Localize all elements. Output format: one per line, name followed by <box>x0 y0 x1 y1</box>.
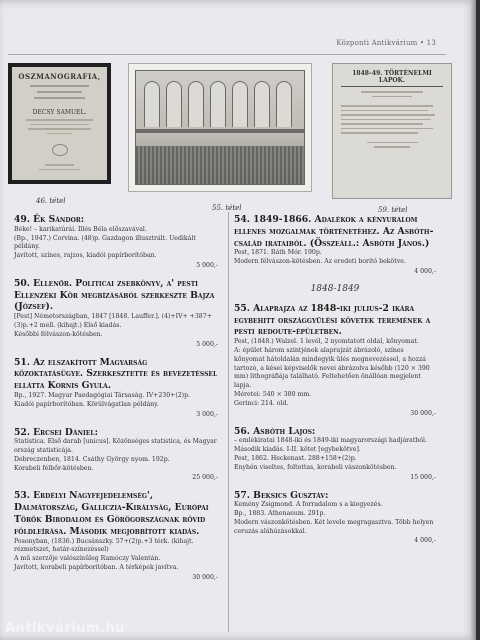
title-page-title: OSZMANOGRAFIA, <box>18 72 101 81</box>
page-fold <box>471 0 476 640</box>
entry-price: 30 000,- <box>192 573 218 581</box>
figure-55-assembly-hall <box>128 63 312 192</box>
entry-line: [Pest] Németországban, 1847 [1848. Lauffer.]. (4)+IV+ +387+(3)p.+2 mell. (kihajt.) Első kiadás. <box>14 313 212 330</box>
entry-line: Méretei: 540 × 380 mm. <box>234 390 312 398</box>
entry-line: Posonyban, (1836.) Bucsánszky. 57+(2)p.+3 térk. (kihajt. rézmetszet, határ-színezéssel) <box>14 537 194 554</box>
title-page-author: DECSY SAMUEL. <box>32 109 87 116</box>
entry-heading: 49. Ék Sándor: <box>14 214 85 225</box>
caption-55: 55. tétel <box>212 204 242 212</box>
entry-price: 5 000,- <box>196 261 218 269</box>
caption-59: 59. tétel <box>378 206 408 214</box>
entry-line: Modern vászonkötésben. Két levele megragasztva. Több helyen ceruzás aláhúzásokkal. <box>234 518 434 535</box>
entry-line: A: épület három szintjének alaprajzát ábrázoló, színes kőnyomat hátoldalán mindegyik ülés megnevezéssel, a hozzá tartozó, a kései képviselők nevei ábrázolva később (120 × 390 mm) lithográfiája található. Feltehetően önállóan megjelent lapja. <box>234 346 430 390</box>
running-head: Központi Antikvárium • 13 <box>336 39 436 47</box>
entry-line: Pest, (1848.) Walzel. 1 levél, 2 nyomtatott oldal, kőnyomat. <box>234 338 419 346</box>
catalog-entry-55 <box>234 303 436 417</box>
entry-line: Statistica. Első darab [unicus]. Közönséges statistica, és Magyar ország statisticája. <box>14 438 217 455</box>
entry-line: (Bp., 1947.) Corvina. (48)p. Gazdagon illusztrált. Uedikált példány. <box>14 234 196 251</box>
entry-price: 5 000,- <box>196 340 218 348</box>
newspaper-masthead: 1848–49. TÖRTÉNELMI LAPOK. <box>341 70 443 87</box>
catalog-entry-50 <box>14 278 218 348</box>
entry-price: 15 000,- <box>410 473 436 481</box>
catalog-entry-49 <box>14 214 218 269</box>
entry-heading: 50. Ellenőr. Politicai zsebkönyv, a' pesti Ellenzéki Kör megbízásából szerkeszte Bajza (József). <box>14 277 215 313</box>
entry-price: 25 000,- <box>192 474 218 482</box>
right-column <box>234 214 436 553</box>
entry-price: 4 000,- <box>414 537 436 545</box>
entry-line: Béke! – karikatúrái. Illés Béla előszavával. <box>14 225 147 233</box>
assembly-hall-engraving <box>135 70 305 185</box>
entry-line: A mű szerzője valószínűleg Ramóczy Valentán. <box>14 555 161 563</box>
column-divider <box>228 212 229 632</box>
entry-line: Javított, korabeli papírborítóban. A térképek javítva. <box>14 563 179 571</box>
entry-price: 3 000,- <box>196 410 218 418</box>
catalog-entry-56 <box>234 426 436 481</box>
catalog-entry-54 <box>234 214 436 275</box>
entry-line: Korabeli félbőr-kötésben. <box>14 464 94 472</box>
entry-line: – emlékiratai 1848-iki és 1849-iki magyarországi hadjáratból. <box>234 437 427 445</box>
entry-heading: 54. 1849-1866. Adalékok a kényuralom ellenes mozgalmak történetéhez. Az Asbóth-család irataiból. (Összeáll.: Asbóth János.) <box>234 214 434 249</box>
entry-line: Pest, 1871. Ráth Mór. 190p. <box>234 249 322 257</box>
catalog-entry-52 <box>14 427 218 482</box>
entry-price: 30 000,- <box>410 409 436 417</box>
figure-46-title-page <box>8 63 111 184</box>
entry-line: Gerinci: 214. old. <box>234 399 289 407</box>
catalog-entry-53 <box>14 490 218 580</box>
section-title: 1848-1849 <box>310 283 360 294</box>
entry-line: Bp., 1927. Magyar Paedagógiai Társaság. IV+230+(2)p. <box>14 391 191 399</box>
header-rule <box>8 54 446 55</box>
entry-line: Bp., 1883. Athenaeum. 291p. <box>234 510 326 518</box>
entry-line: Későbbi félvászon-kötésben. <box>14 330 103 338</box>
catalog-entry-51 <box>14 357 218 418</box>
ornament-icon <box>52 144 68 156</box>
caption-46: 46. tétel <box>36 197 66 205</box>
entry-price: 4 000,- <box>414 267 436 275</box>
entry-heading: 51. Az elszakított Magyarság közoktatásügye. Szerkesztette és bevezetéssel ellátta Kornis Gyula. <box>14 356 218 392</box>
catalog-entry-57 <box>234 490 436 545</box>
entry-line: Kemény Zsigmond. A forradalom s a kiegyezés. <box>234 501 383 509</box>
entry-line: Debreczenben, 1814. Csáthy György nyom. 192p. <box>14 455 170 463</box>
entry-heading: 53. Erdélyi Nagyfejedelemség', Dalmátország, Galliczia-Királyság, Európai Török Birodalom és Görögországnak rövid földleírása. Második megjobbított kiadás. <box>14 490 209 537</box>
entry-heading: 57. Beksics Gusztáv: <box>234 489 329 501</box>
entry-line: Modern félvászon-kötésben. Az eredeti borító bekötve. <box>234 258 406 266</box>
entry-line: Pest, 1862. Heckenast. 288+158+(2)p. <box>234 454 357 462</box>
entry-line: Második kiadás. I-II. kötet [egybekötve]. <box>234 446 361 454</box>
entry-heading: 55. Alaprajza az 1848-iki julius-2 ikára egybehitt országgyűlési követek teremének a pesti redoute-épületben. <box>234 302 431 338</box>
entry-line: Kiadói papírborítóban. Körülvágatlan példány. <box>14 400 159 408</box>
entry-line: Javított, színes, rajzos, kiadói papírborítóban. <box>14 252 157 260</box>
entry-line: Enyhén viseltes, foltottas, korabeli vászonkötésben. <box>234 463 397 471</box>
left-column <box>14 214 218 590</box>
entry-heading: 52. Ercsei Dániel: <box>14 426 98 438</box>
entry-heading: 56. Asbóth Lajos: <box>234 425 316 437</box>
site-watermark: Antikvárium.hu <box>5 621 125 636</box>
figure-59-newspaper <box>332 63 452 199</box>
